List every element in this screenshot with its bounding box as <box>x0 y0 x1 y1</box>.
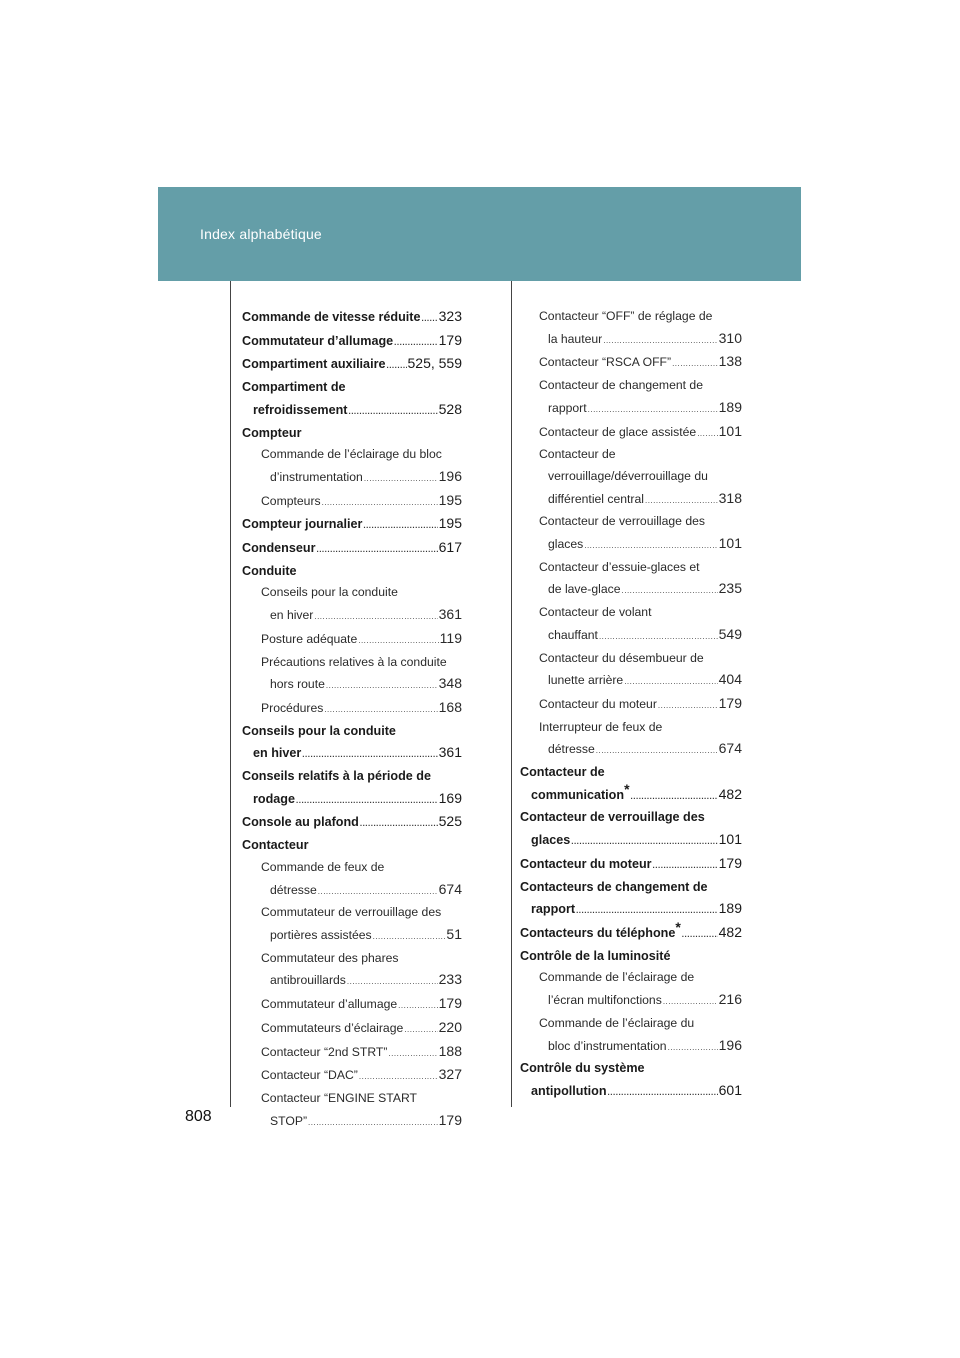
entry-term: Commande de l’éclairage de <box>539 970 695 985</box>
index-entry <box>520 1058 742 1103</box>
entry-term: Compteur journalier <box>242 517 363 532</box>
entry-term: en hiver <box>270 608 314 623</box>
entry-page-ref[interactable]: 617 <box>438 539 462 556</box>
entry-term: détresse <box>548 742 595 757</box>
entry-page-ref[interactable]: 361 <box>438 744 462 761</box>
leader-dots <box>359 1066 438 1088</box>
entry-term: Conseils pour la conduite <box>261 585 398 600</box>
entry-page-ref[interactable]: 361 <box>438 606 462 623</box>
entry-page-ref[interactable]: 549 <box>718 625 742 642</box>
header-band <box>158 187 801 281</box>
leader-dots <box>608 1082 718 1104</box>
left-column-rule <box>230 281 231 1107</box>
index-entry <box>520 375 742 420</box>
index-entry <box>520 602 742 647</box>
entry-term: Précautions relatives à la conduite <box>261 654 447 669</box>
leader-dots <box>576 900 718 922</box>
leader-dots <box>308 1112 438 1134</box>
entry-term: STOP” <box>270 1113 308 1128</box>
index-entry <box>242 513 462 537</box>
entry-term: la hauteur <box>548 331 603 346</box>
entry-term: Contacteur “ENGINE START <box>261 1090 417 1105</box>
entry-term: chauffant <box>548 627 598 642</box>
index-entry <box>520 807 742 852</box>
entry-term: Commande de l’éclairage du <box>539 1015 695 1030</box>
entry-term: Contacteur “RSCA OFF” <box>539 355 672 370</box>
leader-dots <box>599 626 718 648</box>
entry-term: Compteur <box>242 425 302 440</box>
entry-term: rapport <box>531 902 576 917</box>
entry-page-ref[interactable]: 235 <box>718 580 742 597</box>
index-entry <box>520 762 742 807</box>
entry-term: Contacteur du moteur <box>539 696 657 711</box>
index-entry <box>520 717 742 762</box>
index-entry <box>520 511 742 556</box>
entry-page-ref[interactable]: 119 <box>439 629 462 646</box>
entry-term: Contacteur du moteur <box>520 856 652 871</box>
index-entry <box>242 721 462 766</box>
leader-dots <box>363 515 437 537</box>
entry-term: détresse <box>270 882 317 897</box>
leader-dots <box>624 671 717 693</box>
entry-term: Contrôle du système <box>520 1061 645 1076</box>
entry-term: Contacteur de changement de <box>539 378 703 393</box>
index-entry <box>242 697 462 721</box>
entry-term: glaces <box>548 537 584 552</box>
entry-page-ref[interactable]: 179 <box>438 995 462 1012</box>
section-title: Index alphabétique <box>200 226 322 242</box>
index-entry <box>520 946 742 968</box>
entry-term: Contacteur du désembueur de <box>539 650 704 665</box>
entry-term: de lave-glace <box>548 582 621 597</box>
entry-term: Commande de l’éclairage du bloc <box>261 447 442 462</box>
entry-term: Posture adéquate <box>261 631 358 646</box>
entry-page-ref[interactable]: 101 <box>718 831 742 848</box>
entry-term: Commande de vitesse réduite <box>242 310 421 324</box>
entry-term: Contacteur “2nd STRT” <box>261 1044 388 1059</box>
entry-term: d’instrumentation <box>270 469 363 484</box>
entry-page-ref[interactable]: 318 <box>718 489 742 506</box>
index-entry <box>242 306 462 330</box>
leader-dots <box>596 740 718 762</box>
entry-term: Contacteur <box>242 838 309 853</box>
leader-dots <box>347 971 438 993</box>
entry-page-ref[interactable]: 327 <box>438 1066 462 1083</box>
index-entry <box>242 652 462 697</box>
entry-page-ref[interactable]: 482 <box>718 923 742 940</box>
entry-term: rodage <box>253 791 295 806</box>
leader-dots <box>388 1043 437 1065</box>
entry-term: Commutateurs d’éclairage <box>261 1020 404 1035</box>
index-entry <box>520 444 742 511</box>
leader-dots <box>322 492 438 514</box>
entry-term: Contacteur de glace assistée <box>539 424 697 439</box>
entry-term: Procédures <box>261 700 324 715</box>
index-entry <box>242 628 462 652</box>
entry-term: bloc d’instrumentation <box>548 1038 667 1053</box>
entry-term: Contacteurs du téléphone* <box>520 918 681 940</box>
entry-term: Compteurs <box>261 493 321 508</box>
index-entry <box>242 561 462 583</box>
leader-dots <box>663 991 718 1013</box>
index-entry <box>242 444 462 489</box>
entry-page-ref[interactable]: 323 <box>438 308 462 324</box>
index-entry <box>520 648 742 693</box>
entry-page-ref[interactable]: 179 <box>718 854 742 871</box>
entry-term: Conseils pour la conduite <box>242 723 396 738</box>
entry-term: antipollution <box>531 1083 607 1098</box>
index-entry <box>520 306 742 351</box>
entry-page-ref[interactable]: 168 <box>438 698 462 715</box>
entry-page-ref[interactable]: 525 <box>438 813 462 830</box>
entry-page-ref[interactable]: 188 <box>438 1042 462 1059</box>
entry-term: Contacteur “OFF” de réglage de <box>539 309 713 323</box>
leader-dots <box>394 332 437 354</box>
entry-term: Contacteur de verrouillage des <box>520 810 705 825</box>
index-entry <box>242 353 462 377</box>
leader-dots <box>404 1019 437 1041</box>
entry-term: différentiel central <box>548 491 644 506</box>
leader-dots <box>421 308 437 330</box>
entry-term: portières assistées <box>270 927 372 942</box>
entry-term: Commutateur des phares <box>261 950 399 965</box>
index-entry <box>242 490 462 514</box>
entry-page-ref[interactable]: 101 <box>718 535 742 552</box>
leader-dots <box>645 490 718 512</box>
entry-page-ref[interactable]: 348 <box>438 675 462 692</box>
leader-dots <box>348 401 437 423</box>
entry-term: Interrupteur de feux de <box>539 719 663 734</box>
entry-page-ref[interactable]: 101 <box>718 422 742 439</box>
entry-page-ref[interactable]: 196 <box>438 467 462 484</box>
entry-page-ref[interactable]: 196 <box>718 1036 742 1053</box>
leader-dots <box>314 606 437 628</box>
index-entry <box>242 766 462 811</box>
entry-term: Contacteurs de changement de <box>520 879 708 894</box>
entry-page-ref[interactable]: 233 <box>438 971 462 988</box>
entry-term: Conduite <box>242 563 297 578</box>
entry-page-ref[interactable]: 179 <box>438 331 462 348</box>
index-entry <box>242 902 462 947</box>
entry-page-ref[interactable]: 189 <box>718 900 742 917</box>
entry-term: Contacteur de verrouillage des <box>539 514 705 529</box>
leader-dots <box>358 630 438 652</box>
leader-dots <box>398 995 437 1017</box>
leader-dots <box>658 695 718 717</box>
leader-dots <box>364 468 438 490</box>
entry-page-ref[interactable]: 179 <box>718 694 742 711</box>
entry-page-ref[interactable]: 220 <box>438 1018 462 1035</box>
index-entry <box>242 1017 462 1041</box>
index-entry <box>520 1013 742 1058</box>
leader-dots <box>697 423 717 445</box>
entry-page-ref[interactable]: 216 <box>718 991 742 1008</box>
entry-page-ref[interactable]: 51 <box>446 925 462 942</box>
leader-dots <box>386 355 406 377</box>
entry-page-ref[interactable]: 525, 559 <box>407 355 462 372</box>
index-entry <box>520 421 742 445</box>
entry-term: Console au plafond <box>242 815 359 830</box>
index-entry <box>242 377 462 422</box>
leader-dots <box>318 881 438 903</box>
index-entry <box>242 537 462 561</box>
entry-term: Commutateur d’allumage <box>242 333 394 348</box>
leader-dots <box>296 790 438 812</box>
page-number: 808 <box>185 1108 212 1125</box>
entry-term: Contacteur de <box>539 447 616 462</box>
entry-term: Commutateur de verrouillage des <box>261 905 442 920</box>
index-entry <box>242 582 462 627</box>
leader-dots <box>360 813 438 835</box>
entry-term: rapport <box>548 400 587 415</box>
entry-page-ref[interactable]: 482 <box>718 785 742 802</box>
leader-dots <box>373 926 446 948</box>
entry-term: refroidissement <box>253 402 348 417</box>
index-entry <box>242 1064 462 1088</box>
index-entry <box>242 1088 462 1133</box>
entry-term: Conseils relatifs à la période de <box>242 769 431 784</box>
leader-dots <box>571 831 717 853</box>
entry-page-ref[interactable]: 138 <box>718 353 742 370</box>
index-entry <box>242 857 462 902</box>
entry-term: en hiver <box>253 746 302 761</box>
index-entry <box>520 918 742 946</box>
entry-term: Commande de feux de <box>261 859 385 874</box>
entry-page-ref[interactable]: 310 <box>718 329 742 346</box>
index-entry <box>242 993 462 1017</box>
index-entry <box>242 835 462 857</box>
leader-dots <box>668 1037 718 1059</box>
index-entry <box>242 1041 462 1065</box>
entry-page-ref[interactable]: 189 <box>718 398 742 415</box>
index-entry <box>242 811 462 835</box>
index-entry <box>520 877 742 922</box>
leader-dots <box>672 353 718 375</box>
entry-term: Contacteur d’essuie-glaces et <box>539 559 700 574</box>
entry-page-ref[interactable]: 528 <box>438 400 462 417</box>
entry-page-ref[interactable]: 195 <box>438 491 462 508</box>
index-entry <box>520 351 742 375</box>
entry-page-ref[interactable]: 674 <box>718 740 742 757</box>
index-entry <box>520 693 742 717</box>
leader-dots <box>588 399 718 421</box>
entry-term: Contacteur de volant <box>539 605 652 620</box>
index-column-right <box>520 306 742 1104</box>
leader-dots <box>302 744 437 766</box>
index-entry <box>242 423 462 445</box>
entry-page-ref[interactable]: 195 <box>438 515 462 532</box>
leader-dots <box>603 330 717 352</box>
entry-term: Contacteur de <box>520 765 605 780</box>
entry-term: Commutateur d’allumage <box>261 997 398 1012</box>
entry-term: communication* <box>531 780 630 802</box>
entry-term: antibrouillards <box>270 973 346 988</box>
entry-term: Compartiment de <box>242 380 346 395</box>
leader-dots <box>682 924 718 946</box>
index-entry <box>520 557 742 602</box>
entry-term: Contacteur “DAC” <box>261 1068 358 1083</box>
entry-term: Compartiment auxiliaire <box>242 357 386 372</box>
entry-term: verrouillage/déverrouillage du <box>548 468 708 483</box>
entry-term: Contrôle de la luminosité <box>520 948 671 963</box>
leader-dots <box>622 580 718 602</box>
entry-page-ref[interactable]: 601 <box>718 1081 742 1098</box>
leader-dots <box>653 855 718 877</box>
entry-page-ref[interactable]: 169 <box>438 789 462 806</box>
index-entry <box>520 967 742 1012</box>
leader-dots <box>584 535 717 557</box>
index-entry <box>242 948 462 993</box>
entry-term: Condenseur <box>242 541 316 556</box>
entry-term: hors route <box>270 677 325 692</box>
index-entry <box>520 853 742 877</box>
entry-page-ref[interactable]: 179 <box>438 1111 462 1128</box>
entry-term: glaces <box>531 833 571 848</box>
leader-dots <box>631 786 718 808</box>
center-column-rule <box>511 281 512 1107</box>
entry-page-ref[interactable]: 404 <box>718 671 742 688</box>
entry-page-ref[interactable]: 674 <box>438 880 462 897</box>
leader-dots <box>324 699 437 721</box>
leader-dots <box>316 539 437 561</box>
entry-term: l’écran multifonctions <box>548 993 662 1008</box>
leader-dots <box>326 675 438 697</box>
index-column-left <box>242 306 462 1133</box>
entry-term: lunette arrière <box>548 673 624 688</box>
index-entry <box>242 330 462 354</box>
